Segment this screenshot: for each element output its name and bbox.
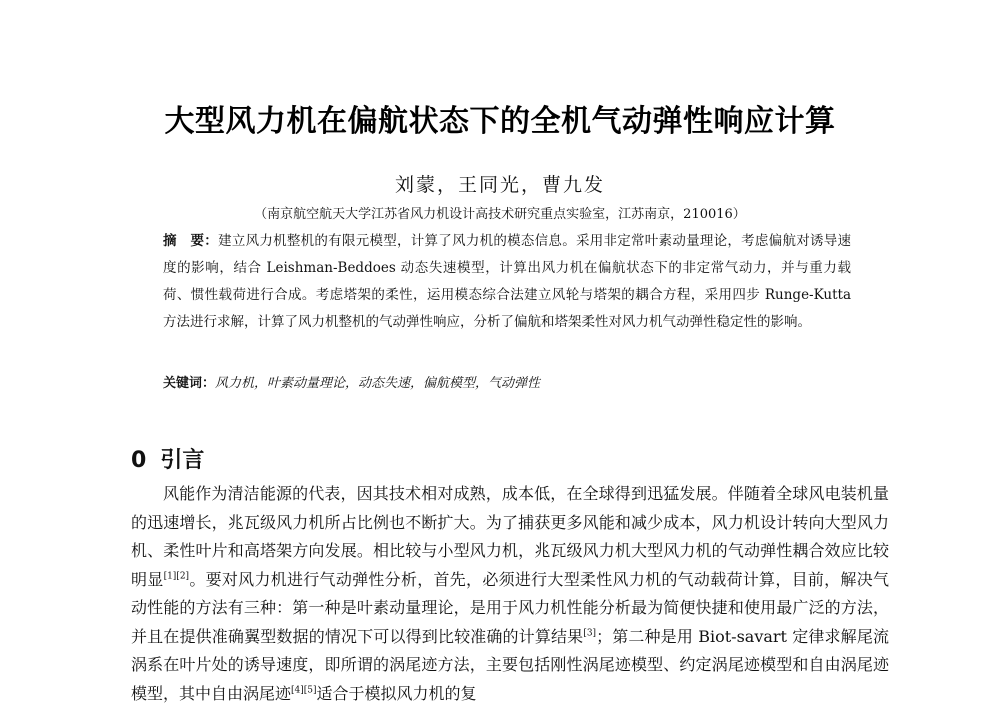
citation[interactable]: [1][2]: [163, 571, 190, 582]
body-segment: ；第二种是用 Biot-savart 定律求解尾流涡系在叶片处的诱导速度，即所谓的涡尾迹方法，主要包括刚性涡尾迹模型、约定涡尾迹模型和自由涡尾迹模型，其中自由涡尾迹: [131, 626, 889, 703]
keywords: [163, 373, 851, 395]
keywords-label: 关键词：: [163, 376, 216, 391]
citation[interactable]: [4][5]: [291, 685, 317, 696]
body-segment: 适合于模拟风力机的复: [316, 683, 477, 703]
abstract-label: 摘 要：: [163, 233, 219, 249]
paper-title: 大型风力机在偏航状态下的全机气动弹性响应计算: [164, 104, 836, 139]
body-paragraph: [131, 480, 889, 708]
author-list: 刘蒙，王同光，曹九发: [394, 174, 605, 196]
abstract: [163, 228, 851, 336]
body-segment: 风能作为清洁能源的代表，因其技术相对成熟，成本低，在全球得到迅猛发展。伴随着全球风电装机量的迅速增长，兆瓦级风力机所占比例也不断扩大。为了捕获更多风能和减少成本，风力机设计转向大型风力机、柔性叶片和高塔架方向发展。相比较与小型风力机，兆瓦级风力机大型风力机的气动弹性耦合效应比较明显: [131, 484, 889, 589]
body-segment: 。要对风力机进行气动弹性分析，首先，必须进行大型柔性风力机的气动载荷计算，目前，解决气动性能的方法有三种：第一种是叶素动量理论，是用于风力机性能分析最为简便快捷和使用最广泛的方法，并且在提供准确翼型数据的情况下可以得到比较准确的计算结果: [131, 569, 889, 646]
citation[interactable]: [3]: [583, 628, 597, 639]
section-heading: [131, 443, 204, 474]
affiliation: （南京航空航天大学江苏省风力机设计高技术研究重点实验室，江苏南京，210016）: [254, 207, 746, 222]
section-number: 0: [131, 448, 147, 473]
keywords-text: 风力机，叶素动量理论，动态失速，偏航模型，气动弹性: [215, 376, 541, 391]
abstract-text: 建立风力机整机的有限元模型，计算了风力机的模态信息。采用非定常叶素动量理论，考虑偏航对诱导速度的影响，结合 Leishman-Beddoes 动态失速模型，计算出风力机在偏航状态下的非定常气动力，并与重力载荷、惯性载荷进行合成。考虑塔架的柔性，运用模态综合法建立风轮与塔架的耦合方程，采用四步 Runge-Kutta 方法进行求解，计算了风力机整机的气动弹性响应，分析了偏航和塔架柔性对风力机气动弹性稳定性的影响。: [163, 233, 851, 330]
section-title: 引言: [160, 448, 205, 473]
